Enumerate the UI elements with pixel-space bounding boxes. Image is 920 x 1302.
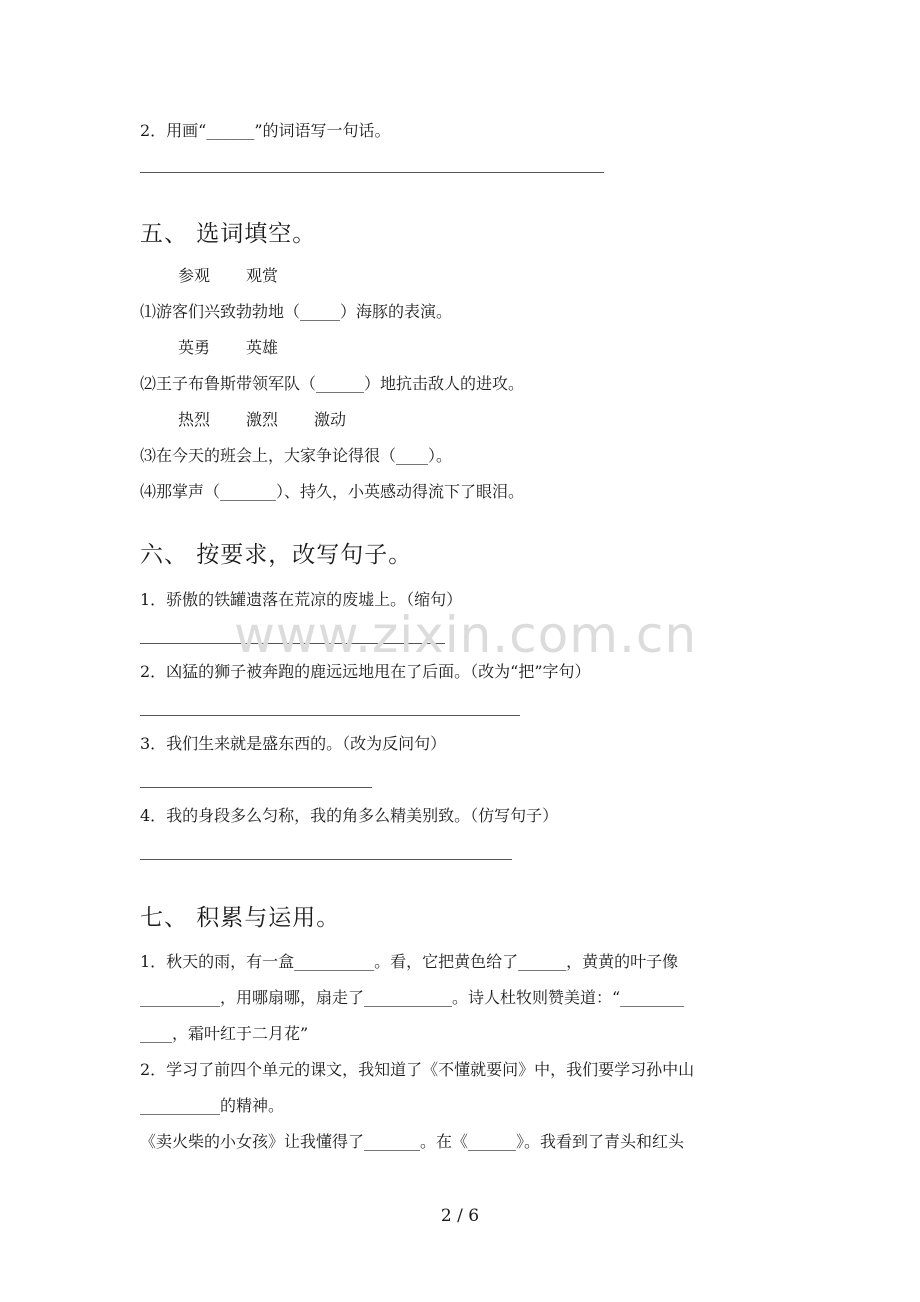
word-choice: 热烈: [178, 410, 211, 429]
word-choice: 英勇: [178, 338, 211, 357]
word-choice: 参观: [178, 266, 211, 285]
word-choices-2: [178, 337, 314, 359]
question-2-draw-line: 2．用画“______”的词语写一句话。: [140, 121, 391, 140]
watermark: www.zixin.com.cn: [234, 606, 698, 664]
answer-line: [140, 859, 512, 860]
answer-line: [140, 172, 604, 173]
accumulation-line: ____，霜叶红于二月花”: [140, 1024, 309, 1043]
word-choices-3: [178, 409, 382, 431]
fill-item-3: ⑶在今天的班会上，大家争论得很（____）。: [140, 446, 453, 465]
accumulation-line: __________的精神。: [140, 1096, 285, 1115]
accumulation-line: 2．学习了前四个单元的课文，我知道了《不懂就要问》中，我们要学习孙中山: [140, 1060, 695, 1079]
page-number: 2 / 6: [440, 1206, 480, 1226]
accumulation-line: 《卖火柴的小女孩》让我懂得了_______。在《______》。我看到了青头和红头: [140, 1132, 685, 1151]
word-choice: 观赏: [246, 266, 279, 285]
section-6-heading: 六、 按要求，改写句子。: [140, 542, 413, 568]
fill-item-1: ⑴游客们兴致勃勃地（_____）海豚的表演。: [140, 302, 453, 321]
accumulation-line: __________，用哪扇哪，扇走了___________。诗人杜牧则赞美道：“________: [140, 988, 685, 1007]
section-7-heading: 七、 积累与运用。: [140, 905, 341, 931]
answer-line: [140, 715, 520, 716]
answer-line: [140, 787, 372, 788]
word-choice: 激烈: [246, 410, 279, 429]
accumulation-line: 1．秋天的雨，有一盒__________。看，它把黄色给了______，黄黄的叶子像: [140, 952, 679, 971]
rewrite-item-2: 2．凶猛的狮子被奔跑的鹿远远地甩在了后面。（改为“把”字句）: [140, 662, 591, 681]
word-choice: 英雄: [246, 338, 279, 357]
section-5-heading: 五、 选词填空。: [140, 221, 317, 247]
rewrite-item-3: 3．我们生来就是盛东西的。（改为反问句）: [140, 734, 447, 753]
fill-item-2: ⑵王子布鲁斯带领军队（______）地抗击敌人的进攻。: [140, 374, 525, 393]
fill-item-4: ⑷那掌声（_______）、持久，小英感动得流下了眼泪。: [140, 482, 525, 501]
rewrite-item-4: 4．我的身段多么匀称，我的角多么精美别致。（仿写句子）: [140, 806, 559, 825]
word-choices-1: [178, 265, 314, 287]
rewrite-item-1: 1．骄傲的铁罐遗落在荒凉的废墟上。（缩句）: [140, 590, 463, 609]
word-choice: 激动: [314, 410, 347, 429]
